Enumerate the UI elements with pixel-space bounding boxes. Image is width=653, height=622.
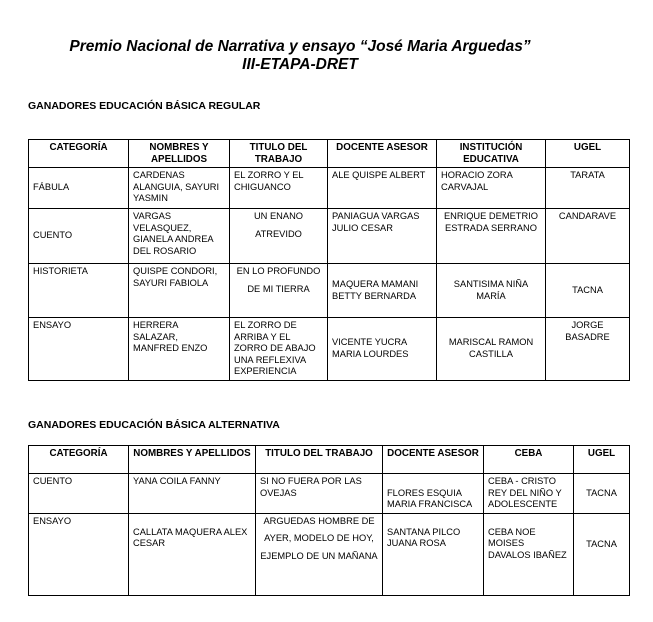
cell-ugel: CANDARAVE <box>546 209 630 264</box>
cell-nombres: HERRERA SALAZAR, MANFRED ENZO <box>129 318 230 381</box>
title-line: EN LO PROFUNDO <box>236 266 321 276</box>
cell-ugel: TACNA <box>574 474 630 514</box>
cell-categoria: CUENTO <box>29 474 129 514</box>
winners-table-alternative <box>28 445 630 596</box>
cell-institucion: HORACIO ZORA CARVAJAL <box>437 168 546 209</box>
column-header: UGEL <box>574 446 630 474</box>
cell-docente: VICENTE YUCRA MARIA LOURDES <box>328 318 437 381</box>
cell-ceba: CEBA - CRISTO REY DEL NIÑO Y ADOLESCENTE <box>484 474 574 514</box>
cell-ugel: TACNA <box>546 264 630 318</box>
column-header: NOMBRES Y APELLIDOS <box>129 446 256 474</box>
title-line: ARGUEDAS HOMBRE DE <box>263 515 375 526</box>
cell-nombres: QUISPE CONDORI, SAYURI FABIOLA <box>129 264 230 318</box>
table-row <box>29 209 630 264</box>
cell-titulo: EL ZORRO Y EL CHIGUANCO <box>230 168 328 209</box>
cell-categoria: ENSAYO <box>29 318 129 381</box>
column-header: UGEL <box>546 140 630 168</box>
cell-docente: PANIAGUA VARGAS JULIO CESAR <box>328 209 437 264</box>
cell-categoria: HISTORIETA <box>29 264 129 318</box>
title-line: AYER, MODELO DE HOY, <box>264 533 374 543</box>
cell-titulo <box>256 513 383 595</box>
column-header: CATEGORÍA <box>29 140 129 168</box>
cell-ceba: CEBA NOE MOISES DAVALOS IBAÑEZ <box>484 513 574 595</box>
table-row <box>29 513 630 595</box>
cell-nombres: YANA COILA FANNY <box>129 474 256 514</box>
table-row <box>29 168 630 209</box>
cell-docente: ALE QUISPE ALBERT <box>328 168 437 209</box>
title-line: DE MI TIERRA <box>247 283 310 294</box>
cell-titulo <box>230 264 328 318</box>
column-header: TITULO DEL TRABAJO <box>256 446 383 474</box>
winners-table-regular <box>28 139 630 381</box>
cell-institucion: ENRIQUE DEMETRIO ESTRADA SERRANO <box>437 209 546 264</box>
cell-categoria: FÁBULA <box>29 168 129 209</box>
section-heading-alternative: GANADORES EDUCACIÓN BÁSICA ALTERNATIVA <box>28 419 280 431</box>
cell-institucion: MARISCAL RAMON CASTILLA <box>437 318 546 381</box>
title-line: UN ENANO <box>253 211 304 221</box>
column-header: TITULO DEL TRABAJO <box>230 140 328 168</box>
column-header: DOCENTE ASESOR <box>383 446 484 474</box>
column-header: CATEGORÍA <box>29 446 129 474</box>
document-title: Premio Nacional de Narrativa y ensayo “José Maria Arguedas” <box>69 38 531 55</box>
cell-docente: FLORES ESQUIA MARIA FRANCISCA <box>383 474 484 514</box>
cell-ugel: TACNA <box>574 513 630 595</box>
table-header-row <box>29 140 630 168</box>
cell-ugel: JORGE BASADRE <box>546 318 630 381</box>
cell-nombres: CARDENAS ALANGUIA, SAYURI YASMIN <box>129 168 230 209</box>
cell-titulo <box>230 209 328 264</box>
cell-ugel: TARATA <box>546 168 630 209</box>
cell-titulo: EL ZORRO DE ARRIBA Y EL ZORRO DE ABAJO UNA REFLEXIVA EXPERIENCIA <box>230 318 328 381</box>
table-row <box>29 474 630 514</box>
column-header: INSTITUCIÓN EDUCATIVA <box>437 140 546 168</box>
title-line: EJEMPLO DE UN MAÑANA <box>260 550 378 561</box>
cell-docente: MAQUERA MAMANI BETTY BERNARDA <box>328 264 437 318</box>
document-subtitle: III-ETAPA-DRET <box>242 56 358 73</box>
cell-titulo: SI NO FUERA POR LAS OVEJAS <box>256 474 383 514</box>
title-line: ATREVIDO <box>255 228 302 239</box>
table-header-row <box>29 446 630 474</box>
table-row <box>29 318 630 381</box>
cell-categoria: ENSAYO <box>29 513 129 595</box>
column-header: DOCENTE ASESOR <box>328 140 437 168</box>
column-header: CEBA <box>484 446 574 474</box>
cell-nombres: VARGAS VELASQUEZ, GIANELA ANDREA DEL ROSARIO <box>129 209 230 264</box>
cell-institucion: SANTISIMA NIÑA MARÍA <box>437 264 546 318</box>
section-heading-regular: GANADORES EDUCACIÓN BÁSICA REGULAR <box>28 100 261 112</box>
cell-categoria: CUENTO <box>29 209 129 264</box>
cell-docente: SANTANA PILCO JUANA ROSA <box>383 513 484 595</box>
cell-nombres: CALLATA MAQUERA ALEX CESAR <box>129 513 256 595</box>
column-header: NOMBRES Y APELLIDOS <box>129 140 230 168</box>
table-row <box>29 264 630 318</box>
